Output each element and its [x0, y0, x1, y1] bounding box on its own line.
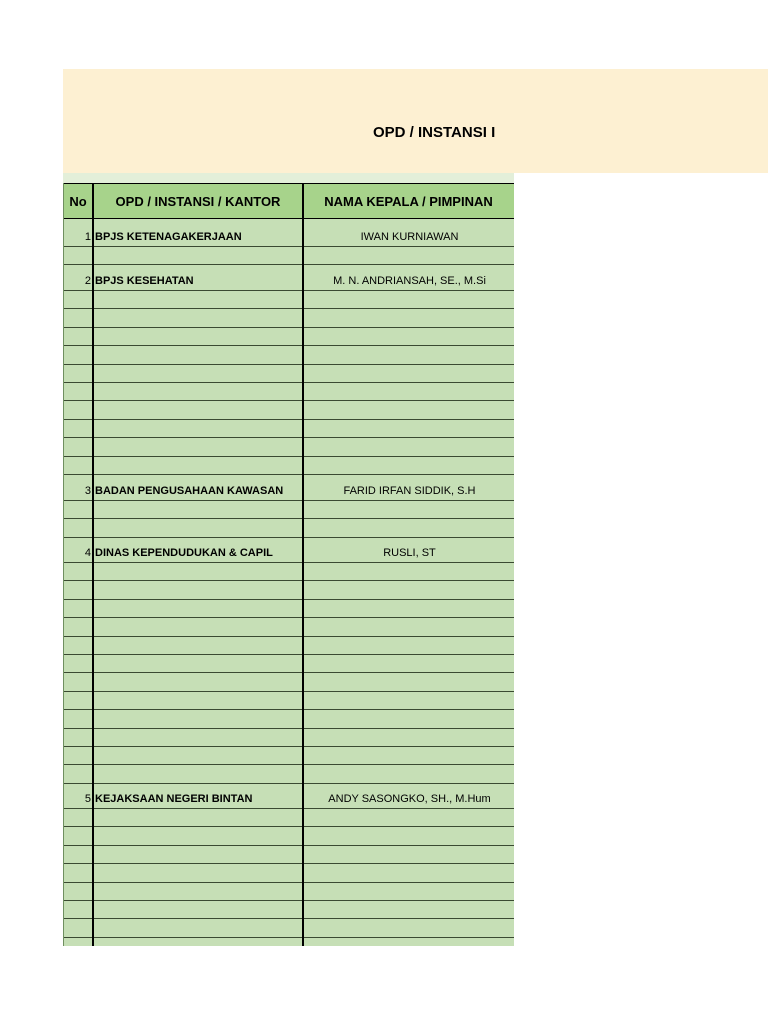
cell-nama: M. N. ANDRIANSAH, SE., M.Si [333, 275, 486, 287]
table-row-empty[interactable] [63, 310, 514, 328]
table-row-empty[interactable] [63, 439, 514, 457]
table-row-empty[interactable] [63, 637, 514, 655]
banner-divider [63, 173, 514, 183]
table-row-empty[interactable] [63, 365, 514, 383]
table-row-empty[interactable] [63, 420, 514, 438]
cell-nama: FARID IRFAN SIDDIK, S.H [343, 485, 476, 497]
table-row-empty[interactable] [63, 747, 514, 765]
cell-no: 3 [84, 485, 91, 497]
table-row-empty[interactable] [63, 501, 514, 519]
table-row-empty[interactable] [63, 520, 514, 538]
table-row-empty[interactable] [63, 711, 514, 729]
table-row-empty[interactable] [63, 692, 514, 710]
table-row-empty[interactable] [63, 619, 514, 637]
cell-opd: KEJAKSAAN NEGERI BINTAN [95, 793, 253, 805]
cell-opd: BADAN PENGUSAHAAN KAWASAN [95, 485, 284, 497]
cell-opd: BPJS KESEHATAN [95, 275, 194, 287]
table-row-empty[interactable] [63, 674, 514, 692]
table-row-empty[interactable] [63, 920, 514, 938]
table-row-empty[interactable] [63, 457, 514, 475]
cell-nama: RUSLI, ST [383, 547, 436, 559]
table-row-empty[interactable] [63, 938, 514, 946]
table-row-empty[interactable] [63, 247, 514, 265]
cell-no: 4 [84, 547, 91, 559]
table-row-empty[interactable] [63, 600, 514, 618]
table-row-empty[interactable] [63, 729, 514, 747]
cell-nama: IWAN KURNIAWAN [360, 231, 459, 243]
table-row-empty[interactable] [63, 766, 514, 784]
table-header-row [63, 183, 514, 219]
header-nama[interactable]: NAMA KEPALA / PIMPINAN [324, 194, 493, 209]
cell-no: 2 [84, 275, 91, 287]
table-row-empty[interactable] [63, 809, 514, 827]
table-row-empty[interactable] [63, 563, 514, 581]
table-row[interactable] [63, 273, 514, 291]
table-row-empty[interactable] [63, 883, 514, 901]
cell-no: 1 [84, 231, 91, 243]
table-row-empty[interactable] [63, 328, 514, 346]
table-row[interactable] [63, 229, 514, 247]
sheet-title[interactable]: OPD / INSTANSI I [373, 124, 496, 141]
table-row-empty[interactable] [63, 655, 514, 673]
header-no[interactable]: No [69, 194, 87, 209]
column-divider-2 [302, 183, 304, 946]
table-row-empty[interactable] [63, 865, 514, 883]
table-row-empty[interactable] [63, 402, 514, 420]
cell-no: 5 [84, 793, 91, 805]
table-row-empty[interactable] [63, 846, 514, 864]
cell-opd: BPJS KETENAGAKERJAAN [95, 231, 242, 243]
table-row-empty[interactable] [63, 828, 514, 846]
cell-opd: DINAS KEPENDUDUKAN & CAPIL [95, 547, 273, 559]
table-row-empty[interactable] [63, 291, 514, 309]
table-row-empty[interactable] [63, 383, 514, 401]
sheet-title-banner [63, 69, 768, 173]
table-left-border [63, 183, 64, 946]
header-opd[interactable]: OPD / INSTANSI / KANTOR [115, 194, 281, 209]
data-table [63, 183, 514, 946]
table-row[interactable] [63, 483, 514, 501]
table-row-empty[interactable] [63, 901, 514, 919]
column-divider-1 [92, 183, 94, 946]
table-row[interactable] [63, 791, 514, 809]
cell-nama: ANDY SASONGKO, SH., M.Hum [328, 793, 491, 805]
table-row[interactable] [63, 545, 514, 563]
table-row-empty[interactable] [63, 582, 514, 600]
table-row-empty[interactable] [63, 347, 514, 365]
